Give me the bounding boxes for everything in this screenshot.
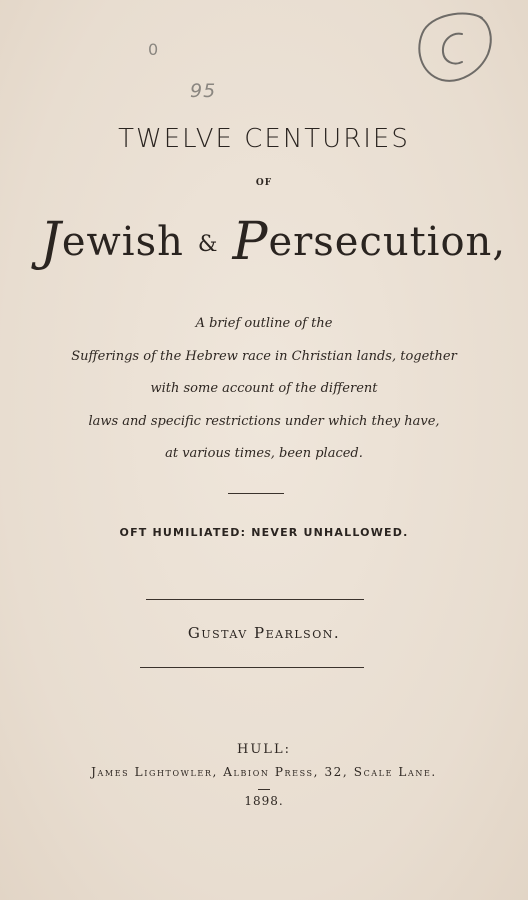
imprint-city: HULL: (237, 742, 291, 757)
subtitle-line: at various times, been placed. (165, 446, 363, 461)
main-title-ampersand: & (197, 232, 219, 257)
subtitle-block (40, 308, 488, 471)
title-of: OF (255, 178, 273, 188)
pencil-mark-number: 95 (190, 80, 217, 102)
imprint-year: 1898. (244, 794, 284, 808)
author-rule-top (146, 599, 364, 600)
main-title-initial-p: P (232, 212, 269, 272)
subtitle-line: Sufferings of the Hebrew race in Christian lands, together (71, 348, 457, 364)
subtitle-line: laws and specific restrictions under which they have, (88, 413, 440, 429)
main-title (40, 212, 507, 272)
author-name: Gustav Pearlson. (187, 624, 341, 642)
imprint-publisher: James Lightowler, Albion Press, 32, Scale Lane. (91, 765, 437, 779)
subtitle-line: with some account of the different (150, 381, 378, 396)
imprint-dash (258, 789, 270, 790)
title-line-1: TWELVE CENTURIES (118, 124, 410, 154)
main-title-initial-j: J (40, 212, 62, 272)
motto: OFT HUMILIATED: NEVER UNHALLOWED. (119, 526, 409, 539)
pencil-mark-zero: 0 (148, 40, 159, 59)
main-title-word-1: ewish (61, 219, 184, 265)
author-rule-bottom (140, 667, 364, 668)
main-title-word-2: ersecution, (268, 219, 507, 265)
short-divider-rule (228, 493, 284, 494)
subtitle-line: A brief outline of the (195, 316, 333, 331)
pencil-circled-c-mark (412, 8, 496, 88)
